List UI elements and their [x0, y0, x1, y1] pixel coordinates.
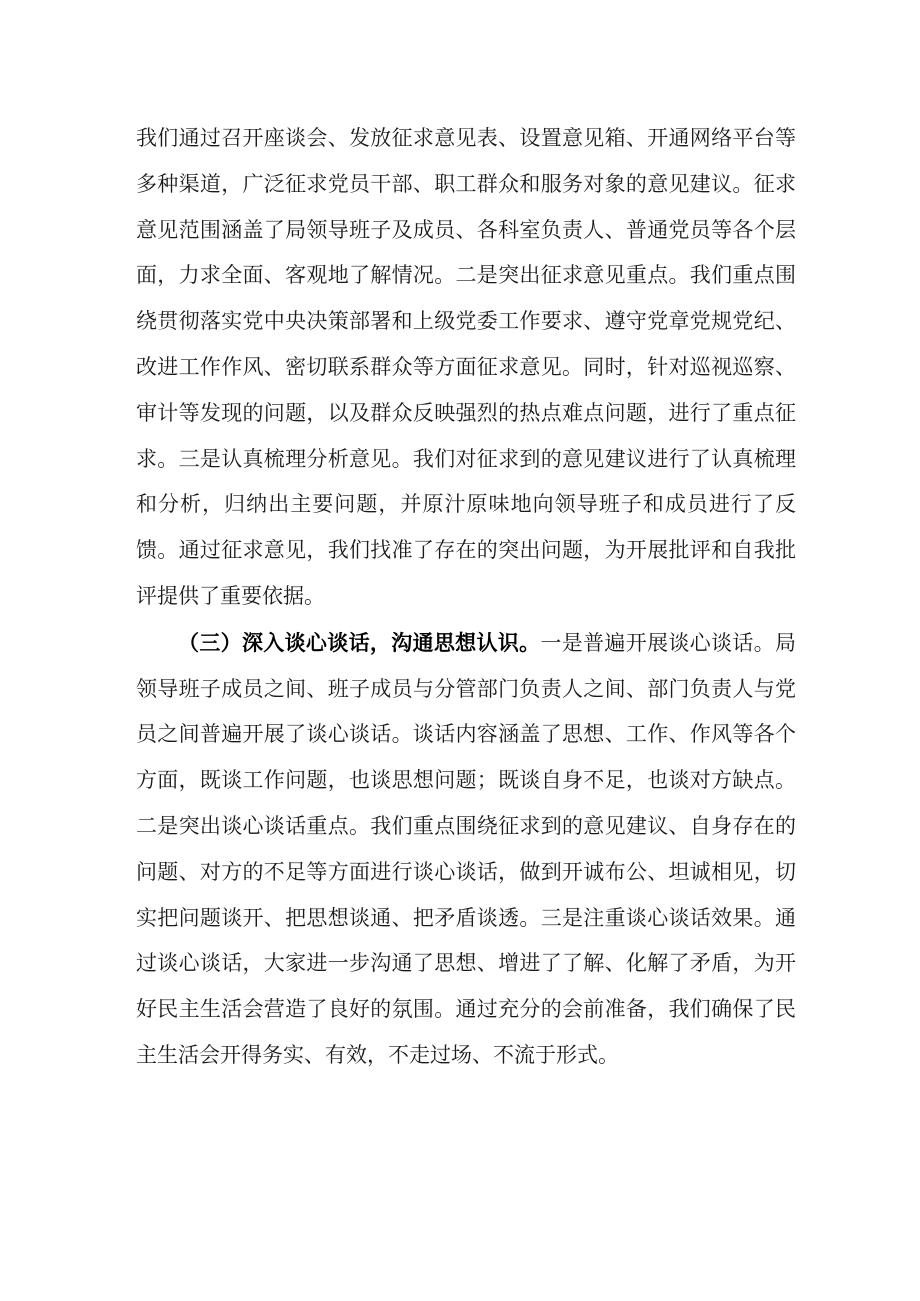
- section-heading: （三）深入谈心谈话，沟通思想认识。: [178, 629, 541, 655]
- paragraph-2: [136, 620, 796, 1079]
- paragraph-2-text: 一是普遍开展谈心谈话。局领导班子成员之间、班子成员与分管部门负责人之间、部门负责人与党员之间普遍开展了谈心谈话。谈话内容涵盖了思想、工作、作风等各个方面，既谈工作问题，也谈思想问题；既谈自身不足，也谈对方缺点。二是突出谈心谈话重点。我们重点围绕征求到的意见建议、自身存在的问题、对方的不足等方面进行谈心谈话，做到开诚布公、坦诚相见，切实把问题谈开、把思想谈通、把矛盾谈透。三是注重谈心谈话效果。通过谈心谈话，大家进一步沟通了思想、增进了了解、化解了矛盾，为开好民主生活会营造了良好的氛围。通过充分的会前准备，我们确保了民主生活会开得务实、有效，不走过场、不流于形式。: [136, 630, 797, 1067]
- paragraph-1-text: 我们通过召开座谈会、发放征求意见表、设置意见箱、开通网络平台等多种渠道，广泛征求党员干部、职工群众和服务对象的意见建议。征求意见范围涵盖了局领导班子及成员、各科室负责人、普通党员等各个层面，力求全面、客观地了解情况。二是突出征求意见重点。我们重点围绕贯彻落实党中央决策部署和上级党委工作要求、遵守党章党规党纪、改进工作作风、密切联系群众等方面征求意见。同时，针对巡视巡察、审计等发现的问题，以及群众反映强烈的热点难点问题，进行了重点征求。三是认真梳理分析意见。我们对征求到的意见建议进行了认真梳理和分析，归纳出主要问题，并原汁原味地向领导班子和成员进行了反馈。通过征求意见，我们找准了存在的突出问题，为开展批评和自我批评提供了重要依据。: [136, 126, 796, 608]
- paragraph-1: [136, 116, 796, 620]
- document-body: [136, 116, 796, 1079]
